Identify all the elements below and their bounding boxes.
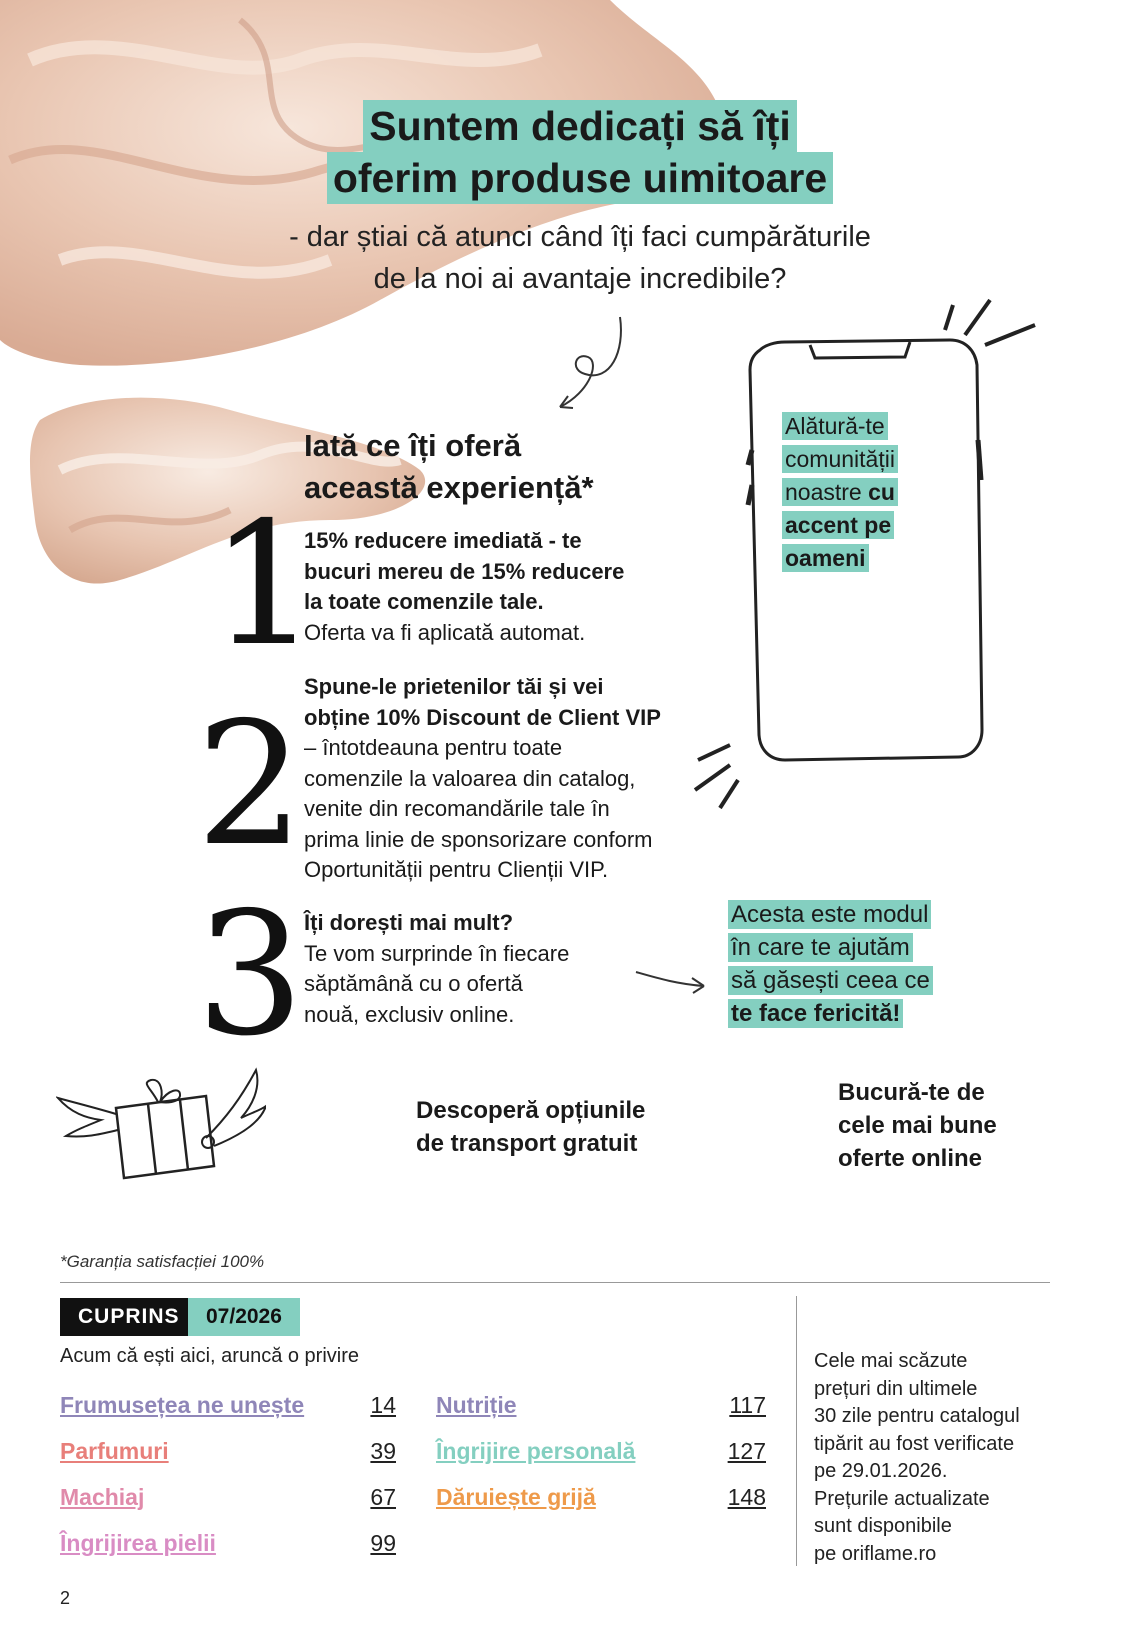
benefit-1-line-3: la toate comenzile tale. <box>304 589 544 614</box>
phone-line-4 <box>782 511 894 539</box>
best-offers-line-1: Bucură-te de <box>838 1079 985 1106</box>
phone-line-5 <box>782 544 869 572</box>
benefit-1-line-4: Oferta va fi aplicată automat. <box>304 619 586 645</box>
phone-line-1: Alătură-te <box>782 412 888 440</box>
arrow-right-icon <box>632 960 712 1000</box>
benefit-2-line-5: venite din recomandările tale în <box>304 796 610 821</box>
benefit-1-line-2: bucuri mereu de 15% reducere <box>304 558 625 584</box>
page-subtitle <box>170 216 990 300</box>
toc-intro: Acum că ești aici, aruncă o privire <box>60 1345 360 1367</box>
toc-link[interactable]: Îngrijirea pielii <box>60 1530 216 1556</box>
subtitle-line-1: - dar știai că atunci când îți faci cumpărăturile <box>289 221 871 253</box>
price-note-line: 30 zile pentru catalogul <box>814 1405 1020 1427</box>
quote-line-1: Acesta este modul <box>728 900 931 929</box>
price-note-line: Cele mai scăzute <box>814 1350 968 1372</box>
toc-label: CUPRINS <box>60 1298 198 1336</box>
satisfaction-footnote: *Garanția satisfacției 100% <box>60 1252 265 1271</box>
quote-line-4-text: te face fericită! <box>731 1000 901 1027</box>
price-note-line: Prețurile actualizate <box>814 1487 990 1510</box>
phone-line-3 <box>782 478 898 506</box>
benefit-3-line-4: nouă, exclusiv online. <box>304 1001 515 1027</box>
title-line-1: Suntem dedicați să îți <box>363 100 797 152</box>
toc-link[interactable]: Nutriție <box>436 1392 517 1418</box>
title-line-2: oferim produse uimitoare <box>327 152 833 204</box>
toc-link[interactable]: Machiaj <box>60 1484 145 1510</box>
best-offers-line-2: cele mai bune <box>838 1112 997 1139</box>
benefit-2-line-7: Oportunității pentru Clienții VIP. <box>304 857 609 882</box>
best-offers-line-3: oferte online <box>838 1145 983 1172</box>
benefit-number-2: 2 <box>196 686 305 884</box>
price-note <box>814 1348 1064 1568</box>
benefit-item-1 <box>304 526 724 648</box>
phone-line-5-text: oameni <box>785 545 866 571</box>
benefit-2-line-2: obține 10% Discount de Client VIP <box>304 704 661 730</box>
benefit-2-line-1: Spune-le prietenilor tăi și vei <box>304 674 604 699</box>
toc-issue: 07/2026 <box>188 1298 300 1336</box>
phone-line-2: comunității <box>782 445 898 473</box>
price-note-line: prețuri din ultimele <box>814 1377 978 1400</box>
benefit-item-3 <box>304 908 634 1030</box>
benefit-2-line-3: – întotdeauna pentru toate <box>304 735 563 760</box>
price-note-line: pe 29.01.2026. <box>814 1460 948 1482</box>
benefit-item-2 <box>304 672 724 886</box>
benefit-2-line-6: prima linie de sponsorizare conform <box>304 826 653 852</box>
free-shipping-cta[interactable] <box>416 1094 645 1160</box>
toc-page-number[interactable]: 39 <box>370 1438 396 1464</box>
toc-link[interactable]: Parfumuri <box>60 1438 169 1464</box>
page-title <box>200 100 960 204</box>
quote-line-4 <box>728 999 903 1028</box>
toc-page-number[interactable]: 117 <box>729 1392 766 1418</box>
toc-page-number[interactable]: 127 <box>727 1438 766 1464</box>
benefit-number-3: 3 <box>196 876 305 1074</box>
phone-line-3-bold: cu <box>868 479 895 505</box>
benefit-2-line-4: comenzile la valoarea din catalog, <box>304 765 636 791</box>
flying-gift-icon <box>56 1058 266 1193</box>
phone-message <box>782 410 962 575</box>
subtitle-line-2: de la noi ai avantaje incredibile? <box>373 263 787 295</box>
benefit-3-line-2: Te vom surprinde în fiecare <box>304 940 570 966</box>
toc-page-number[interactable]: 67 <box>370 1484 396 1510</box>
free-shipping-line-1: Descoperă opțiunile <box>416 1097 646 1124</box>
benefit-number-1: 1 <box>210 486 319 684</box>
quote-line-2: în care te ajutăm <box>728 933 913 962</box>
price-note-line: tipărit au fost verificate <box>814 1432 1015 1455</box>
toc-page-number[interactable]: 14 <box>370 1392 396 1418</box>
price-note-line: sunt disponibile <box>814 1515 952 1537</box>
toc-page-number[interactable]: 148 <box>727 1484 766 1510</box>
price-note-line: pe oriflame.ro <box>814 1542 937 1565</box>
benefits-heading-line-2: această experiență* <box>304 470 594 505</box>
free-shipping-line-2: de transport gratuit <box>416 1130 638 1157</box>
toc-link[interactable]: Îngrijire personală <box>436 1438 636 1464</box>
benefit-3-line-1: Îți dorești mai mult? <box>304 910 514 935</box>
benefit-3-line-3: săptămână cu o ofertă <box>304 971 523 996</box>
quote-line-3: să găsești ceea ce <box>728 966 933 995</box>
phone-line-3-normal: noastre <box>785 479 869 505</box>
divider <box>60 1282 1050 1283</box>
benefits-heading-line-1: Iată ce îți oferă <box>304 428 522 463</box>
benefit-1-line-1: 15% reducere imediată - te <box>304 528 582 553</box>
phone-line-4-text: accent pe <box>785 512 892 538</box>
vertical-divider <box>796 1296 797 1566</box>
highlight-quote <box>728 898 1008 1030</box>
best-offers-cta[interactable] <box>838 1076 997 1175</box>
toc-link[interactable]: Dăruiește grijă <box>436 1484 596 1510</box>
toc-page-number[interactable]: 99 <box>370 1530 396 1556</box>
curly-arrow-icon <box>530 312 630 422</box>
page-number: 2 <box>60 1588 71 1608</box>
toc-link[interactable]: Frumusețea ne unește <box>60 1392 305 1418</box>
benefits-heading <box>304 425 664 509</box>
